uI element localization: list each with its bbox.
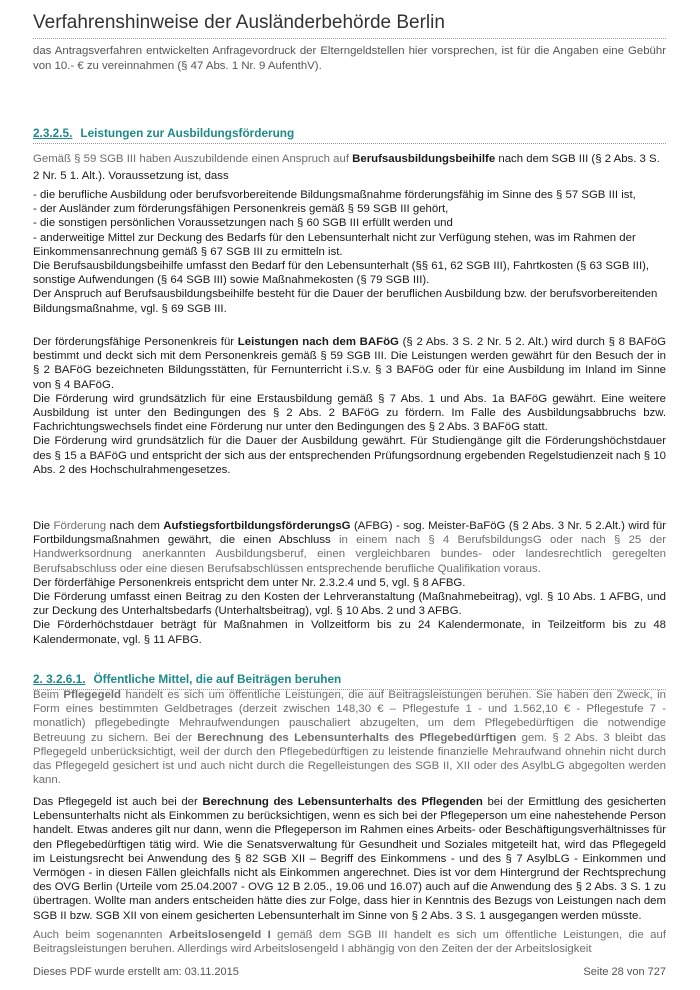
afbg-text-2: nach dem xyxy=(106,520,164,532)
pflegegeld-paragraph xyxy=(33,688,666,787)
bafoeg-paragraph-1 xyxy=(33,335,666,392)
alg1-text-2: gemäß dem SGB III handelt es sich um öffentliche Leistungen, die auf Beitragsleistungen beruhen. Allerdings wird Arbeitslosengeld I abhängig von den Zeiten der der Arbeitslosigkeit xyxy=(33,929,666,956)
afbg-text-gray-2: in einem nach § 4 BerufsbildungsG oder nach § 25 der Handwerksordnung anerkannten Ausbildungsberuf, einen vergleichbaren bundes- oder landesrechtlich geregelten Berufsabschluss oder eine diesen Berufsabschlüssen entsprechende berufliche Qualifikation voraus. xyxy=(33,534,666,575)
bab-lead xyxy=(33,151,666,185)
bafoeg-text: Der förderungsfähige Personenkreis für xyxy=(33,336,238,348)
list-item: - der Ausländer zum förderungsfähigen Personenkreis gemäß § 59 SGB III gehört, xyxy=(33,203,449,216)
bab-requirements xyxy=(33,188,666,316)
afbg-text-3: (AFBG) - sog. Meister-BaFöG (§ 2 Abs. 3 Nr. 5 2.Alt.) wird für Fortbildungsmaßnahmen gewährt, die einen Abschluss xyxy=(33,520,667,547)
bafoeg-term: Leistungen nach dem BAFöG xyxy=(237,336,399,348)
bafoeg-paragraph-3: Die Förderung wird grundsätzlich für die Dauer der Ausbildung gewährt. Für Studiengänge gilt die Förderungshöchstdauer des § 15 a BAFöG und entspricht der sich aus der entsprechenden Prüfungsordnung ergebenden Regelstudienzeit nach § 10 Abs. 2 des Hochschulrahmengesetzes. xyxy=(33,435,666,476)
bafoeg-paragraph-2: Die Förderung wird grundsätzlich für eine Erstausbildung gemäß § 7 Abs. 1 und Abs. 1a BAFöG gewährt. Eine weitere Ausbildung ist unter den Bedingungen des § 2 Abs. 2 BAFöG zu fördern. Im Falle des Ausbildungsabbruchs bzw. Fachrichtungswechsels findet eine Förderung nur unter den Bedingungen des § 2 Abs. 3 BAFöG statt. xyxy=(33,392,666,434)
section-title: Öffentliche Mittel, die auf Beiträgen beruhen xyxy=(93,672,342,686)
pflegegeld-text-3: gem. § 2 Abs. 3 bleibt das Pflegegeld unberücksichtigt, weil der durch den Pflegebedürftigen zu leistende finanzielle Mehraufwand ohnehin nicht durch das Pflegegeld gesichert ist und auch nicht durch die Regelleistungen des SGB II, XII oder des AsylbLG abgegolten werden kann. xyxy=(33,731,666,787)
afbg-paragraph-1 xyxy=(33,519,666,576)
intro-paragraph: das Antragsverfahren entwickelten Anfragevordruck der Elterngeldstellen hier vorsprechen, ist für die Angaben eine Gebühr von 10.- € zu vereinnahmen (§ 47 Abs. 1 Nr. 9 AufenthV). xyxy=(33,45,666,72)
section-number: 2.3.2.5. xyxy=(33,126,73,140)
bab-duration-paragraph: Der Anspruch auf Berufsausbildungsbeihilfe besteht für die Dauer der beruflichen Ausbildung bzw. der berufsvorbereitenden Bildungsmaßnahme, vgl. § 69 SGB III. xyxy=(33,288,658,315)
page-footer xyxy=(33,966,666,978)
bab-scope-paragraph: Die Berufsausbildungsbeihilfe umfasst den Bedarf für den Lebensunterhalt (§§ 61, 62 SGB III), Fahrtkosten (§ 63 SGB III), sonstige Aufwendungen (§ 64 SGB III) sowie Maßnahmekosten (§ 79 SGB III). xyxy=(33,260,650,287)
alg1-paragraph xyxy=(33,928,666,956)
bab-term: Berufsausbildungsbeihilfe xyxy=(352,153,496,165)
pflegender-text: Das Pflegegeld ist auch bei der xyxy=(33,796,203,808)
section-number: 2. 3.2.6.1. xyxy=(33,672,86,686)
pflegegeld-term: Pflegegeld xyxy=(63,689,122,701)
pflegegeld-term-2: Berechnung des Lebensunterhalts des Pflegebedürftigen xyxy=(197,731,517,744)
pflegegeld-text-2: handelt es sich um öffentliche Leistungen, die auf Beitragsleistungen beruhen. Sie haben den Zweck, in Form eines bestimmten Geldbetrages (derzeit zwischen 148,30 € – Pflegestufe 1 - und 1.562,10 € - Pflegestufe 7 - monatlich) pflegebedingte Mehraufwendungen pauschaliert abzugelten, um dem Pflegebedürftigen die notwendige Betreuung zu sichern. Bei der xyxy=(33,689,666,744)
alg1-term: Arbeitslosengeld I xyxy=(168,929,271,941)
pflegender-paragraph xyxy=(33,795,666,923)
bafoeg-text-rest: (§ 2 Abs. 3 S. 2 Nr. 5 2. Alt.) wird durch § 8 BAFöG bestimmt und deckt sich mit dem Personenkreis gemäß § 59 SGB III. Die Leistungen werden gewährt für den Besuch der in § 2 BAFöG bezeichneten Bildungsstätten, für Fernunterricht i.S.v. § 3 BAFöG oder für eine Ausbildung im Inland im Sinne von § 4 BAFöG. xyxy=(33,336,667,391)
bab-lead-text: Gemäß § 59 SGB III haben Auszubildende einen Anspruch auf xyxy=(33,153,353,165)
bafoeg-block xyxy=(33,335,666,477)
list-item: - anderweitige Mittel zur Deckung des Bedarfs für den Lebensunterhalt nicht zur Verfügung stehen, was im Rahmen der Einkommensanrechnung gemäß § 67 SGB III zu ermitteln ist. xyxy=(33,231,636,258)
alg1-text: Auch beim sogenannten xyxy=(33,929,169,941)
afbg-paragraph-3: Die Förderung umfasst einen Beitrag zu den Kosten der Lehrveranstaltung (Maßnahmebeitrag), vgl. § 10 Abs. 1 AFBG, und zur Deckung des Unterhaltsbedarfs (Unterhaltsbeitrag), vgl. § 10 Abs. 2 und 3 AFBG. xyxy=(33,591,666,618)
afbg-block xyxy=(33,519,666,647)
pflegegeld-text: Beim xyxy=(33,689,64,701)
pflegender-text-2: bei der Ermittlung des gesicherten Lebensunterhalts nicht als Einkommen zu berücksichtigen, wenn es sich bei der Pflegeperson um eine nahestehende Person handelt. Etwas anderes gilt nur dann, wenn die Pflegeperson im Rahmen eines Arbeits- oder Beschäftigungsverhältnisses für den Pflegebedürftigen tätig wird. Wie die Senatsverwaltung für Gesundheit und Soziales mitgeteilt hat, wird das Pflegegeld im Leistungsrecht bei Anwendung des § 82 SGB XII – Begriff des Einkommens - und des § 7 AsylbLG - Einkommen und Vermögen - in diesen Fällen gleichfalls nicht als Einkommen angerechnet. Dies ist vor dem Hintergrund der Rechtsprechung des OVG Berlin (Urteile vom 25.04.2007 - OVG 12 B 2.05., 19.06 und 16.07) auch auf die Anwendung des § 2 Abs. 3 S. 1 zu übertragen. Wollte man anders entscheiden hätte dies zur Folge, dass hier in Kenntnis des Bezugs von Leistungen nach dem SGB II bzw. SGB XII von einem gesicherten Lebensunterhalt im Sinne von § 2 Abs. 3 S. 1 ausgegangen werden müsste. xyxy=(33,796,667,922)
list-item: - die berufliche Ausbildung oder berufsvorbereitende Bildungsmaßnahme förderungsfähig im Sinne des § 57 SGB III ist, xyxy=(33,189,636,201)
section-title: Leistungen zur Ausbildungsförderung xyxy=(80,126,295,140)
document-title: Verfahrenshinweise der Ausländerbehörde Berlin xyxy=(33,12,666,39)
pflegender-term: Berechnung des Lebensunterhalts des Pflegenden xyxy=(202,796,483,808)
bab-lead-rest: nach dem SGB III (§ 2 Abs. 3 S. 2 Nr. 5 1. Alt.). Voraussetzung ist, dass xyxy=(33,153,660,182)
list-item: - die sonstigen persönlichen Voraussetzungen nach § 60 SGB III erfüllt werden und xyxy=(33,217,453,230)
afbg-paragraph-2: Der förderfähige Personenkreis entspricht dem unter Nr. 2.3.2.4 und 5, vgl. § 8 AFBG. xyxy=(33,576,466,589)
afbg-text: Die xyxy=(33,520,54,532)
afbg-term: AufstiegsfortbildungsförderungsG xyxy=(163,520,351,532)
section-heading-ausbildungsfoerderung xyxy=(33,126,666,144)
footer-page-number: Seite 28 von 727 xyxy=(583,966,666,978)
afbg-text-gray: Förderung xyxy=(53,520,107,532)
afbg-paragraph-4: Die Förderhöchstdauer beträgt für Maßnahmen in Vollzeitform bis zu 24 Kalendermonate, in Teilzeitform bis zu 48 Kalendermonate, vgl. § 11 AFBG. xyxy=(33,619,666,646)
footer-created-date: Dieses PDF wurde erstellt am: 03.11.2015 xyxy=(33,966,239,978)
